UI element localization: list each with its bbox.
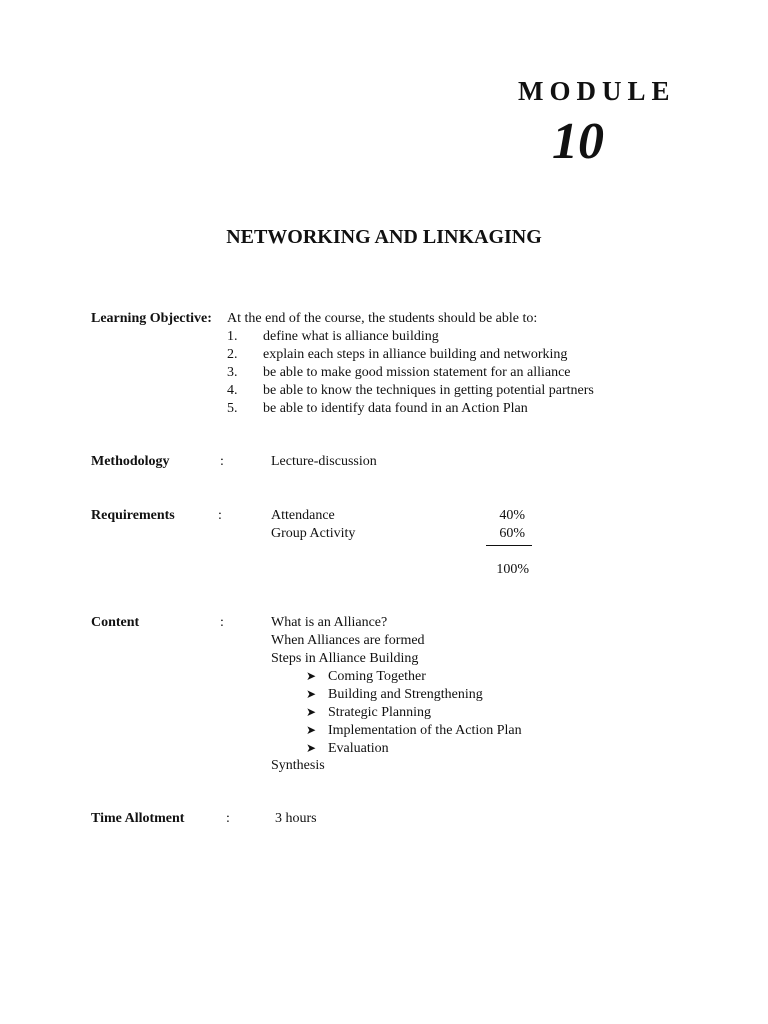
time-allotment-colon: :	[226, 811, 230, 826]
content-line: Steps in Alliance Building	[271, 651, 419, 666]
arrowhead-bullet-icon: ➤	[306, 669, 317, 683]
total-divider	[486, 545, 532, 546]
content-line: When Alliances are formed	[271, 633, 425, 648]
content-closing: Synthesis	[271, 758, 325, 773]
objective-number: 3.	[227, 365, 238, 380]
objective-text: be able to make good mission statement for an alliance	[263, 365, 571, 380]
module-number: 10	[552, 113, 604, 170]
bullet-text: Strategic Planning	[328, 705, 432, 720]
objective-number: 4.	[227, 383, 238, 398]
content-label: Content	[91, 615, 140, 630]
bullet-text: Implementation of the Action Plan	[328, 723, 522, 738]
objective-item	[227, 400, 528, 418]
time-allotment-value: 3 hours	[275, 811, 317, 826]
objective-number: 2.	[227, 347, 238, 362]
objective-item	[227, 382, 594, 400]
requirement-percent: 60%	[499, 526, 525, 541]
content-bullet-item	[306, 739, 389, 757]
objective-number: 5.	[227, 401, 238, 416]
learning-objective-intro: At the end of the course, the students should be able to:	[227, 311, 538, 326]
learning-objective-label: Learning Objective:	[91, 311, 212, 326]
content-line: What is an Alliance?	[271, 615, 388, 630]
objective-item	[227, 328, 439, 346]
arrowhead-bullet-icon: ➤	[306, 705, 317, 719]
methodology-value: Lecture-discussion	[271, 454, 377, 469]
content-colon: :	[220, 615, 224, 630]
requirements-total: 100%	[496, 562, 529, 577]
objective-text: explain each steps in alliance building and networking	[263, 347, 568, 362]
arrowhead-bullet-icon: ➤	[306, 687, 317, 701]
content-bullet-item	[306, 721, 522, 739]
content-bullet-item	[306, 703, 431, 721]
requirement-percent: 40%	[499, 508, 525, 523]
module-label: MODULE	[518, 76, 676, 106]
bullet-text: Building and Strengthening	[328, 687, 483, 702]
page-title: NETWORKING AND LINKAGING	[226, 226, 542, 248]
methodology-colon: :	[220, 454, 224, 469]
requirements-label: Requirements	[91, 508, 175, 523]
objective-text: be able to know the techniques in getting potential partners	[263, 383, 594, 398]
objective-item	[227, 346, 567, 364]
objective-item	[227, 364, 571, 382]
content-bullet-item	[306, 685, 483, 703]
content-bullet-item	[306, 667, 426, 685]
requirements-colon: :	[218, 508, 222, 523]
bullet-text: Coming Together	[328, 669, 426, 684]
objective-text: be able to identify data found in an Action Plan	[263, 401, 528, 416]
requirement-name: Group Activity	[271, 526, 356, 541]
bullet-text: Evaluation	[328, 741, 389, 756]
time-allotment-label: Time Allotment	[91, 811, 185, 826]
objective-text: define what is alliance building	[263, 329, 439, 344]
methodology-label: Methodology	[91, 454, 170, 469]
objective-number: 1.	[227, 329, 238, 344]
arrowhead-bullet-icon: ➤	[306, 723, 317, 737]
arrowhead-bullet-icon: ➤	[306, 741, 317, 755]
requirement-name: Attendance	[271, 508, 335, 523]
